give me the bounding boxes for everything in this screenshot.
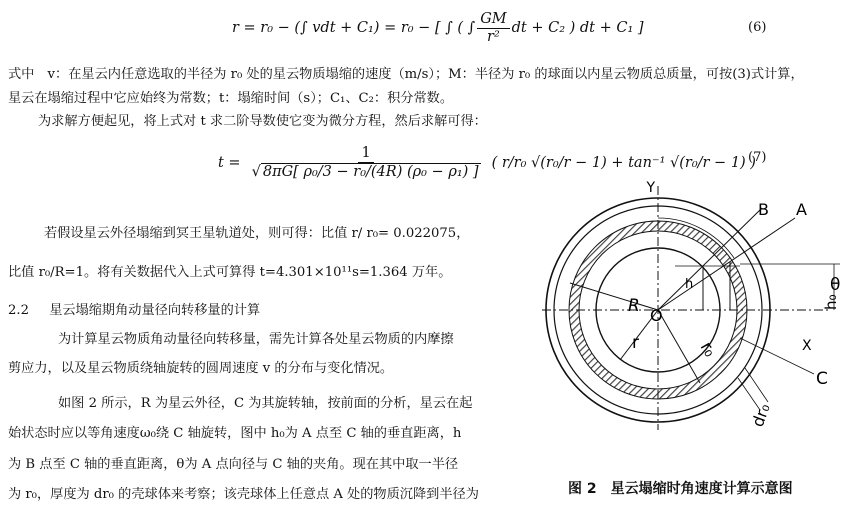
equation-7-numerator: 1 <box>358 145 373 163</box>
body-line-6: 为 r₀，厚度为 dr₀ 的壳球体来考察；该壳球体上任意点 A 处的物质沉降到半径为 <box>8 487 479 502</box>
label-o: O <box>650 306 663 325</box>
section-heading <box>8 302 260 320</box>
variable-definitions-line-1: 式中 v：在星云内任意选取的半径为 r₀ 处的星云物质塌缩的速度（m/s）；M：半径为 r₀ 的球面以内星云物质总质量，可按(3)式计算， <box>8 67 804 82</box>
equation-6-lhs: r = r₀ − (∫ vdt + C₁) = r₀ − [ ∫ ( ∫ <box>232 20 476 36</box>
label-a: A <box>796 200 807 219</box>
section-title: 星云塌缩期角动量径向转移量的计算 <box>49 303 261 318</box>
assumption-line-1: 若假设星云外径塌缩到冥王星轨道处，则可得：比值 r/ r₀= 0.022075， <box>44 226 470 241</box>
body-line-4: 始状态时应以等角速度ω₀绕 C 轴旋转，图中 h₀为 A 点至 C 轴的垂直距离，h <box>8 426 462 441</box>
equation-6 <box>232 8 644 48</box>
label-r0: r₀ <box>695 338 720 361</box>
equation-6-number: (6) <box>748 20 767 35</box>
body-line-1: 为计算星云物质角动量径向转移量，需先计算各处星云物质的内摩擦 <box>58 332 454 347</box>
assumption-line-2: 比值 r₀/R=1。将有关数据代入上式可算得 t=4.301×10¹¹s=1.364 万年。 <box>8 265 452 280</box>
label-c: C <box>816 369 828 389</box>
derivation-intro: 为求解方便起见，将上式对 t 求二阶导数使它变为微分方程，然后求解可得： <box>38 114 487 129</box>
label-x: X <box>802 338 812 354</box>
label-theta: θ <box>830 275 841 295</box>
label-dr0: dr₀ <box>747 401 774 430</box>
label-h: h <box>685 277 694 292</box>
body-line-3: 如图 2 所示，R 为星云外径，C 为其旋转轴，按前面的分析，星云在起 <box>58 396 473 411</box>
equation-7-denominator: √ 8πG[ ρ₀/3 − r₀/(4R) (ρ₀ − ρ₁) ] <box>251 164 479 180</box>
section-number: 2.2 <box>8 303 29 318</box>
body-line-5: 为 B 点至 C 轴的垂直距离，θ为 A 点向径与 C 轴的夹角。现在其中取一半径 <box>8 457 459 472</box>
equation-7-number: (7) <box>748 150 767 165</box>
equation-6-numerator: GM <box>477 11 509 29</box>
label-h0: h₀ <box>822 294 840 310</box>
label-b: B <box>758 200 769 219</box>
label-big-r: R <box>628 296 640 316</box>
equation-7-rhs: ( r/r₀ √(r₀/r − 1) + tan⁻¹ √(r₀/r − 1) ) <box>491 155 756 171</box>
equation-7-fraction <box>249 145 484 181</box>
label-r: r <box>632 333 639 353</box>
variable-definitions-line-2: 星云在塌缩过程中它应始终为常数；t：塌缩时间（s）；C₁、C₂：积分常数。 <box>8 91 454 106</box>
figure-2-caption: 图 2 星云塌缩时角速度计算示意图 <box>568 481 793 497</box>
equation-6-denominator: r² <box>487 28 500 45</box>
equation-7-lhs: t = <box>218 155 241 171</box>
body-line-2: 剪应力，以及星云物质绕轴旋转的圆周速度 v 的分布与变化情况。 <box>8 361 394 376</box>
figure-2-diagram <box>540 178 855 478</box>
equation-6-fraction <box>477 11 509 46</box>
label-y: Y <box>646 180 655 196</box>
equation-6-rhs: dt + C₂ ) dt + C₁ ] <box>511 20 644 36</box>
radius-big-r <box>570 283 658 310</box>
